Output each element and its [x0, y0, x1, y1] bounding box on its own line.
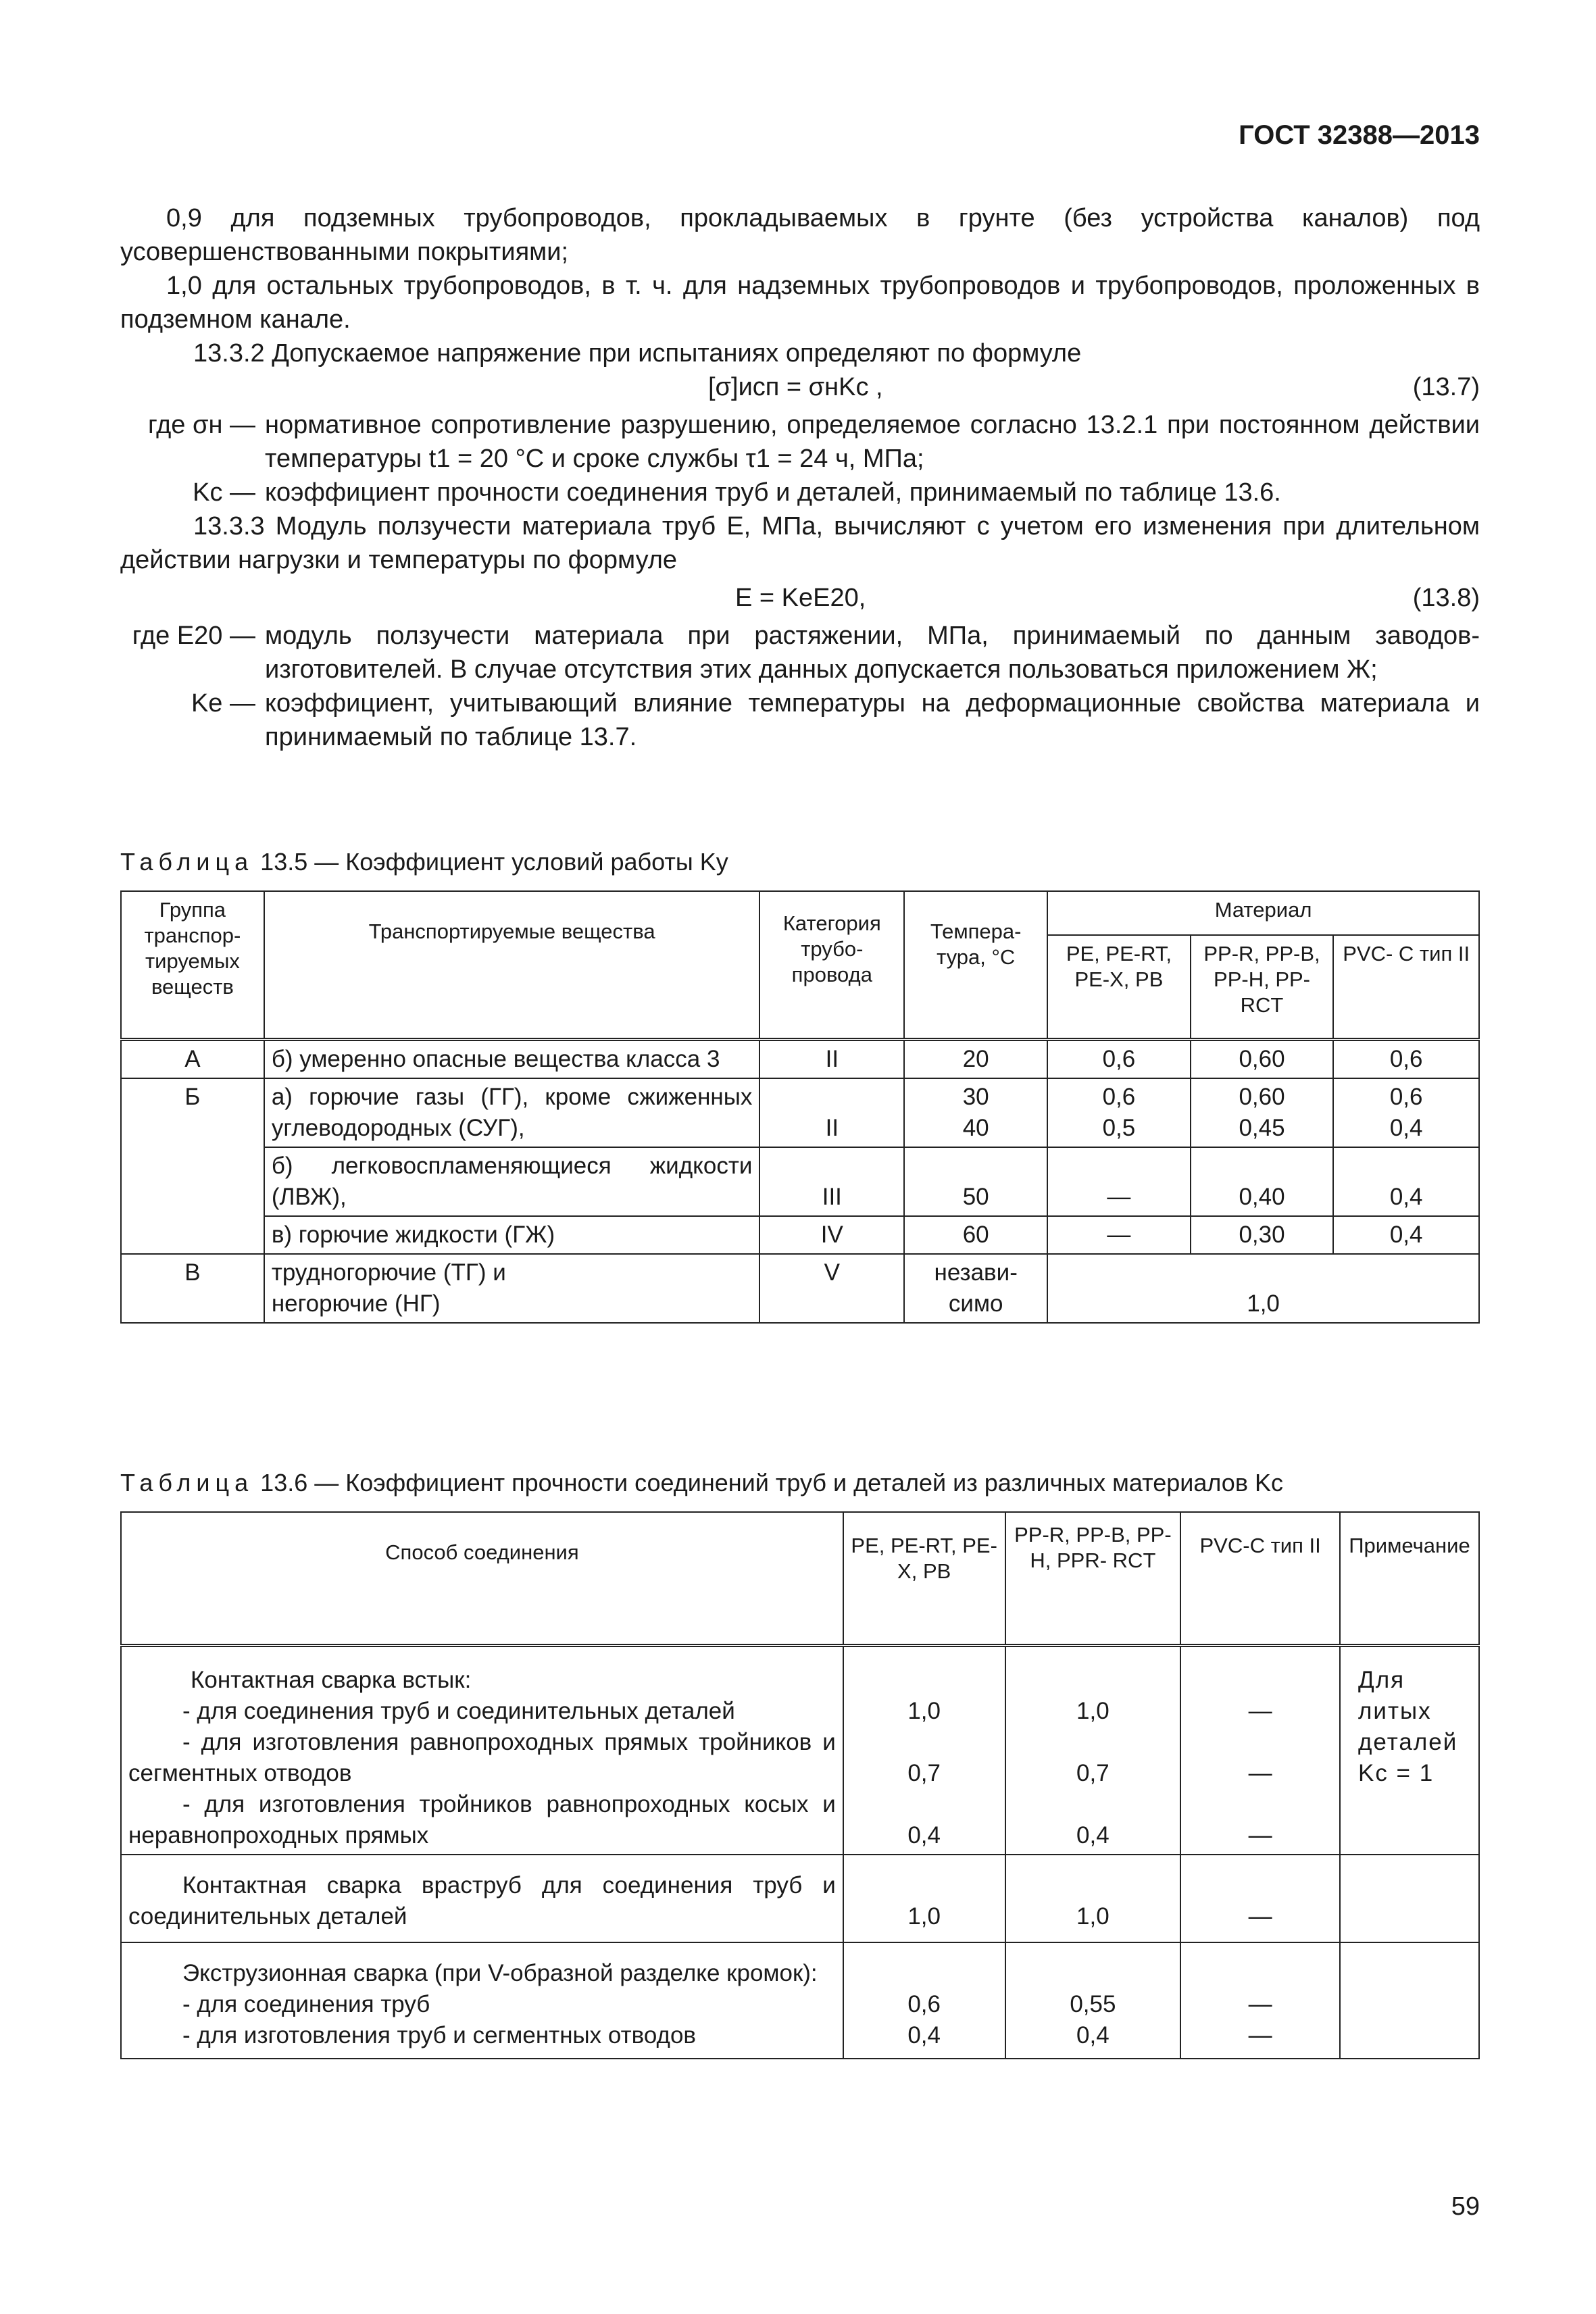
paragraph: 0,9 для подземных трубопроводов, прокладываемых в грунте (без устройства каналов) под усовершенствованными покрытиями; — [120, 204, 1480, 266]
cell-line: — — [1248, 1991, 1272, 2017]
document-page — [120, 0, 1480, 2314]
cell-value: 1,0 — [1005, 1855, 1181, 1942]
cell-value — [843, 1646, 1005, 1855]
header-material: Материал — [1047, 891, 1479, 935]
cell-note: Для литых деталей Kс = 1 — [1340, 1646, 1479, 1855]
definition-symbol: Kс — — [193, 478, 255, 507]
cell-value — [1180, 1646, 1340, 1855]
cell-temperature: 50 — [904, 1147, 1047, 1216]
cell-group: А — [121, 1040, 264, 1079]
header-note: Примечание — [1340, 1512, 1479, 1646]
table-row — [121, 1216, 1479, 1254]
cell-method — [121, 1942, 843, 2059]
table-header-row — [121, 891, 1479, 935]
cell-substance: б) умеренно опасные вещества класса 3 — [264, 1040, 760, 1079]
method-title: Контактная сварка встык: — [191, 1667, 472, 1693]
cell-value — [1180, 1942, 1340, 2059]
caption-title: 13.6 — Коэффициент прочности соединений труб и деталей из различных материалов Kс — [260, 1469, 1283, 1496]
cell-line: 0,4 — [907, 1822, 941, 1848]
cell-category: II — [759, 1078, 904, 1147]
cell-line: 0,7 — [907, 1760, 941, 1786]
cell-category: V — [759, 1254, 904, 1323]
cell-value: 0,60 — [1191, 1040, 1334, 1079]
caption-label: Таблица — [120, 1469, 254, 1496]
cell-method: Контактная сварка враструб для соединения труб и соединительных деталей — [121, 1855, 843, 1942]
definition-text: коэффициент прочности соединения труб и деталей, принимаемый по таблице 13.6. — [265, 478, 1281, 507]
cell-line: 0,45 — [1239, 1115, 1285, 1141]
cell-value: — — [1047, 1216, 1191, 1254]
cell-category: IV — [759, 1216, 904, 1254]
definition-item — [120, 408, 1480, 476]
table-header-row — [121, 1512, 1479, 1646]
cell-value: — — [1180, 1855, 1340, 1942]
definition-item — [120, 476, 1480, 509]
cell-group: В — [121, 1254, 264, 1323]
paragraph: 1,0 для остальных трубопроводов, в т. ч. для надземных трубопроводов и трубопроводов, проложенных в подземном канале. — [120, 272, 1480, 334]
cell-line: 1,0 — [1076, 1698, 1109, 1724]
header-material-pp: PP-R, PP-B, PP-H, PP-RCT — [1191, 935, 1334, 1040]
cell-value: 1,0 — [1047, 1254, 1479, 1323]
document-header: ГОСТ 32388—2013 — [1239, 120, 1480, 150]
header-method: Способ соединения — [121, 1512, 843, 1646]
cell-line: — — [1248, 1760, 1272, 1786]
cell-line: 0,6 — [1102, 1084, 1136, 1110]
formula-number: (13.7) — [1412, 373, 1480, 401]
formula-13-8 — [120, 581, 1480, 619]
cell-category: II — [759, 1040, 904, 1079]
method-line: - для изготовления равнопроходных прямых тройников и сегментных отводов — [128, 1729, 836, 1786]
cell-substance: а) горючие газы (ГГ), кроме сжиженных углеводородных (СУГ), — [264, 1078, 760, 1147]
table-caption — [120, 848, 728, 876]
cell-value — [1005, 1942, 1181, 2059]
table-13-6 — [120, 1511, 1480, 2059]
formula-text: E = KeE20, — [735, 584, 866, 612]
cell-value — [1333, 1078, 1479, 1147]
formula-number: (13.8) — [1412, 584, 1480, 612]
header-material-pe: PE, PE-RT, PE-X, PB — [1047, 935, 1191, 1040]
cell-line: — — [1248, 2022, 1272, 2048]
cell-line: 1,0 — [907, 1698, 941, 1724]
formula-text: [σ]исп = σнKc , — [708, 373, 883, 401]
cell-substance: трудногорючие (ТГ) и негорючие (НГ) — [264, 1254, 760, 1323]
method-title: Экструзионная сварка (при V-образной разделке кромок): — [182, 1960, 818, 1986]
cell-note — [1340, 1942, 1479, 2059]
table-caption — [120, 1469, 1283, 1497]
paragraph: 13.3.2 Допускаемое напряжение при испытаниях определяют по формуле — [193, 339, 1082, 368]
method-line: - для изготовления тройников равнопроходных косых и неравнопроходных прямых — [128, 1791, 836, 1848]
method-line: - для соединения труб и соединительных деталей — [182, 1698, 735, 1724]
header-group: Группа транспор-тируемых веществ — [121, 891, 264, 1040]
cell-substance: б) легковоспламеняющиеся жидкости (ЛВЖ), — [264, 1147, 760, 1216]
page-number: 59 — [1451, 2192, 1480, 2221]
definition-symbol: где E20 — — [132, 622, 255, 650]
header-temperature: Темпера-тура, °С — [904, 891, 1047, 1040]
cell-value: 0,30 — [1191, 1216, 1334, 1254]
table-row — [121, 1646, 1479, 1855]
cell-line: 0,4 — [1076, 2022, 1109, 2048]
header-material-pvc: PVC- C тип II — [1333, 935, 1479, 1040]
header-material-pvc: PVC-C тип II — [1180, 1512, 1340, 1646]
definition-item — [120, 619, 1480, 686]
definition-symbol: Ke — — [191, 689, 255, 718]
cell-temperature: 60 — [904, 1216, 1047, 1254]
cell-value: 0,40 — [1191, 1147, 1334, 1216]
table-row — [121, 1078, 1479, 1147]
cell-substance: в) горючие жидкости (ГЖ) — [264, 1216, 760, 1254]
cell-value: 0,4 — [1333, 1147, 1479, 1216]
method-line: - для изготовления труб и сегментных отводов — [182, 2022, 697, 2048]
body-text — [120, 201, 1480, 754]
table-row — [121, 1254, 1479, 1323]
cell-temperature: 20 — [904, 1040, 1047, 1079]
definition-text: модуль ползучести материала при растяжении, МПа, принимаемый по данным заводов-изготовителей. В случае отсутствия этих данных допускается пользоваться приложением Ж; — [265, 622, 1480, 684]
table-row — [121, 1147, 1479, 1216]
caption-label: Таблица — [120, 848, 254, 876]
cell-line: 30 — [962, 1084, 989, 1110]
caption-title: 13.5 — Коэффициент условий работы Kу — [260, 848, 728, 876]
cell-value: 1,0 — [843, 1855, 1005, 1942]
cell-line: 0,4 — [907, 2022, 941, 2048]
table-row — [121, 1040, 1479, 1079]
cell-category: III — [759, 1147, 904, 1216]
cell-line: 0,6 — [907, 1991, 941, 2017]
cell-temperature: незави-симо — [904, 1254, 1047, 1323]
cell-line: 40 — [962, 1115, 989, 1141]
definition-item — [120, 686, 1480, 754]
cell-value — [1191, 1078, 1334, 1147]
cell-value: 0,6 — [1333, 1040, 1479, 1079]
cell-line: — — [1248, 1822, 1272, 1848]
cell-value: 0,4 — [1333, 1216, 1479, 1254]
cell-temperature — [904, 1078, 1047, 1147]
cell-group: Б — [121, 1078, 264, 1254]
formula-13-7 — [120, 370, 1480, 408]
cell-value: — — [1047, 1147, 1191, 1216]
cell-line: 0,4 — [1389, 1115, 1423, 1141]
cell-value — [1005, 1646, 1181, 1855]
header-substances: Транспортируемые вещества — [264, 891, 760, 1040]
method-line: - для соединения труб — [182, 1991, 430, 2017]
table-row — [121, 1942, 1479, 2059]
definition-symbol: где σн — — [147, 411, 255, 439]
cell-line: 0,5 — [1102, 1115, 1136, 1141]
header-material-pp: PP-R, PP-B, PP-H, PPR- RCT — [1005, 1512, 1181, 1646]
cell-value — [1047, 1078, 1191, 1147]
cell-line: 0,4 — [1076, 1822, 1109, 1848]
cell-line: 0,60 — [1239, 1084, 1285, 1110]
header-category: Категория трубо-провода — [759, 891, 904, 1040]
paragraph: 13.3.3 Модуль ползучести материала труб E, МПа, вычисляют с учетом его изменения при длительном действии нагрузки и температуры по формуле — [120, 512, 1480, 574]
cell-note — [1340, 1855, 1479, 1942]
cell-line: — — [1248, 1698, 1272, 1724]
cell-method — [121, 1646, 843, 1855]
cell-line: 0,6 — [1389, 1084, 1423, 1110]
definition-text: коэффициент, учитывающий влияние температуры на деформационные свойства материала и принимаемый по таблице 13.7. — [265, 689, 1480, 751]
definition-text: нормативное сопротивление разрушению, определяемое согласно 13.2.1 при постоянном действии температуры t1 = 20 °С и сроке службы τ1 = 24 ч, МПа; — [265, 411, 1480, 473]
cell-value — [843, 1942, 1005, 2059]
header-material-pe: PE, PE-RT, PE-X, PB — [843, 1512, 1005, 1646]
cell-line: 0,55 — [1070, 1991, 1116, 2017]
table-row — [121, 1855, 1479, 1942]
table-13-5 — [120, 890, 1480, 1324]
cell-value: 0,6 — [1047, 1040, 1191, 1079]
cell-line: 0,7 — [1076, 1760, 1109, 1786]
